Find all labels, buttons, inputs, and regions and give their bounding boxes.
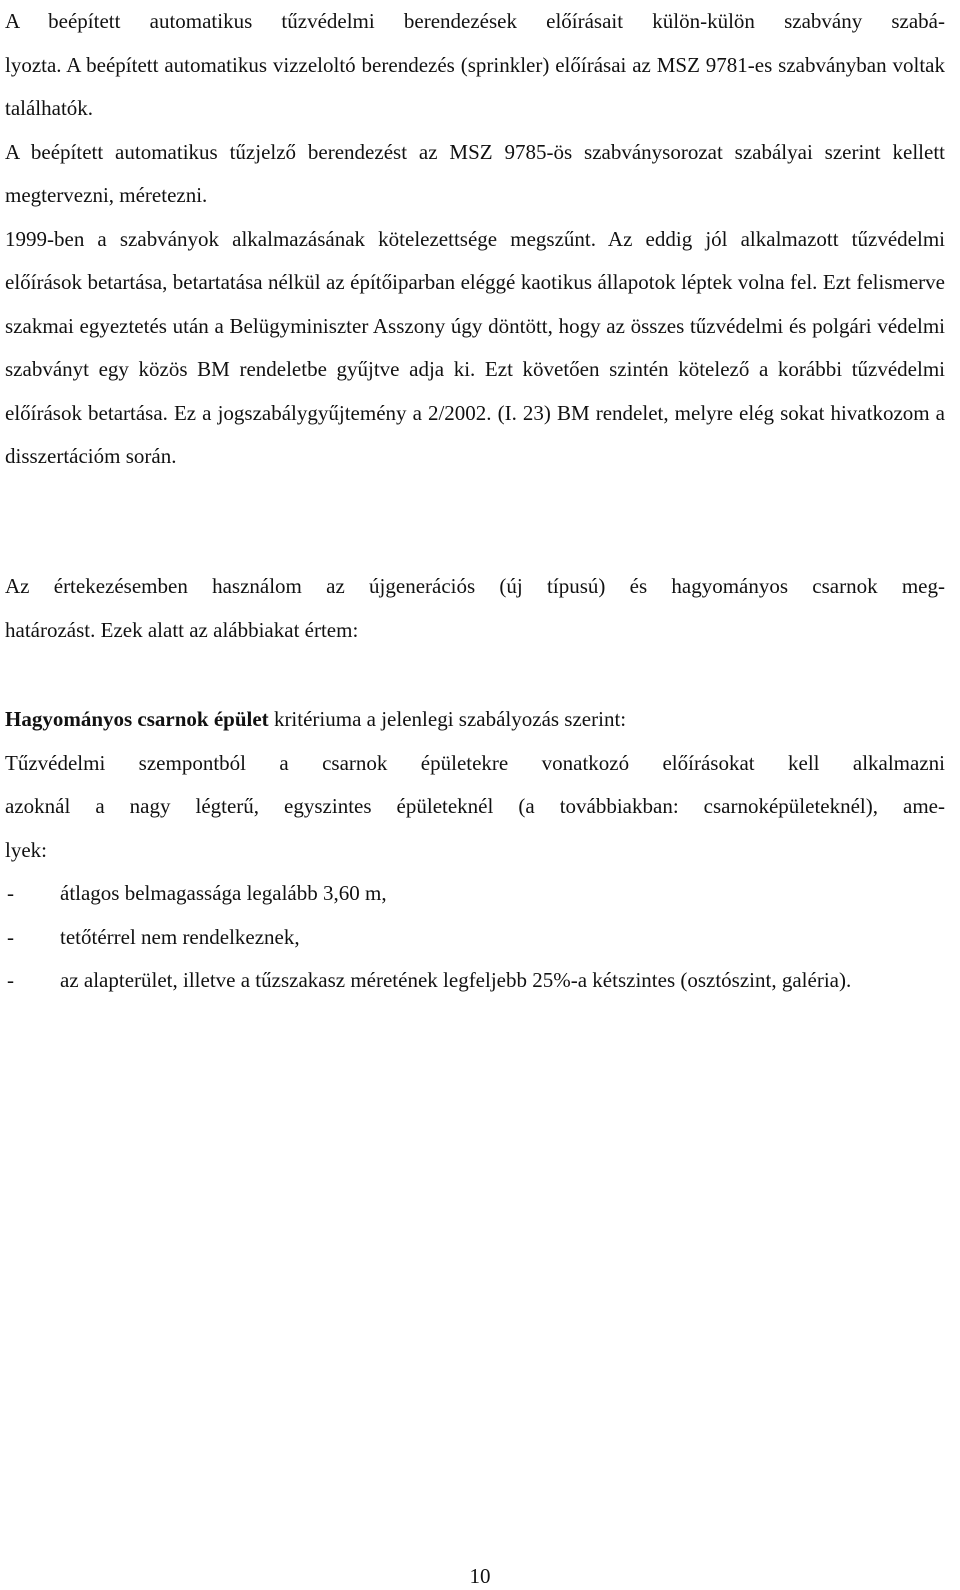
list-dash-marker: - xyxy=(7,924,14,949)
paragraph-traditional-line1: Tűzvédelmi szempontból a csarnok épületekre vonatkozó előírásokat kell alkalmazni xyxy=(5,750,945,775)
paragraph-standards-line1: A beépített automatikus tűzvédelmi berendezések előírásait külön-külön szabvány szabá- xyxy=(5,9,945,33)
list-dash-marker: - xyxy=(7,881,14,905)
paragraph-traditional-criteria xyxy=(5,742,945,873)
paragraph-definitions xyxy=(5,565,945,652)
traditional-hall-heading xyxy=(5,698,945,742)
traditional-hall-section xyxy=(5,698,945,1003)
paragraph-traditional-line2: azoknál a nagy légterű, egyszintes épületeknél (a továbbiakban: csarnoképületeknél), ame- xyxy=(5,794,945,818)
paragraph-definitions-rest: határozást. Ezek alatt az alábbiakat értem: xyxy=(5,617,359,642)
list-item xyxy=(5,916,945,960)
intro-section xyxy=(5,0,945,479)
paragraph-definitions-line1: Az értekezésemben használom az újgenerációs (új típusú) és hagyományos csarnok meg- xyxy=(5,574,945,598)
list-item-text: az alapterület, illetve a tűzszakasz méretének legfeljebb 25%-a kétszintes (osztószint, galéria). xyxy=(60,968,852,992)
list-item xyxy=(5,959,945,1003)
list-item-text: átlagos belmagassága legalább 3,60 m, xyxy=(60,881,387,905)
definitions-section xyxy=(5,565,945,652)
traditional-hall-heading-bold: Hagyományos csarnok épület xyxy=(5,707,269,731)
list-item-text: tetőtérrel nem rendelkeznek, xyxy=(60,924,300,949)
paragraph-standards-rest: lyozta. A beépített automatikus vizzeloltó berendezés (sprinkler) előírásai az MSZ 9781-es szabványban voltak találhatók. xyxy=(5,52,945,120)
traditional-hall-heading-rest: kritériuma a jelenlegi szabályozás szerint: xyxy=(268,707,627,731)
list-item xyxy=(5,872,945,916)
list-dash-marker: - xyxy=(7,968,14,992)
paragraph-regulation-history: 1999-ben a szabványok alkalmazásának kötelezettsége megszűnt. Az eddig jól alkalmazott tűzvédelmi előírások betartása, betartatása nélkül az építőiparban eléggé kaotikus állapotok léptek volna fel. Ezt felismerve szakmai egyeztetés után a Belügyminiszter Asszony úgy döntött, hogy az összes tűzvédelmi és polgári védelmi szabványt egy közös BM rendeletbe gyűjtve adja ki. Ezt követően szintén kötelező a korábbi tűzvédelmi előírások betartása. Ez a jogszabálygyűjtemény a 2/2002. (I. 23) BM rendelet, melyre elég sokat hivatkozom a disszertációm során. xyxy=(5,226,945,468)
paragraph-fire-alarm: A beépített automatikus tűzjelző berendezést az MSZ 9785-ös szabványsorozat szabályai szerint kellett megtervezni, méretezni. xyxy=(5,139,945,207)
criteria-list xyxy=(5,872,945,1003)
paragraph-standards xyxy=(5,0,945,131)
paragraph-traditional-line3: lyek: xyxy=(5,837,47,862)
page-number: 10 xyxy=(469,1564,491,1588)
